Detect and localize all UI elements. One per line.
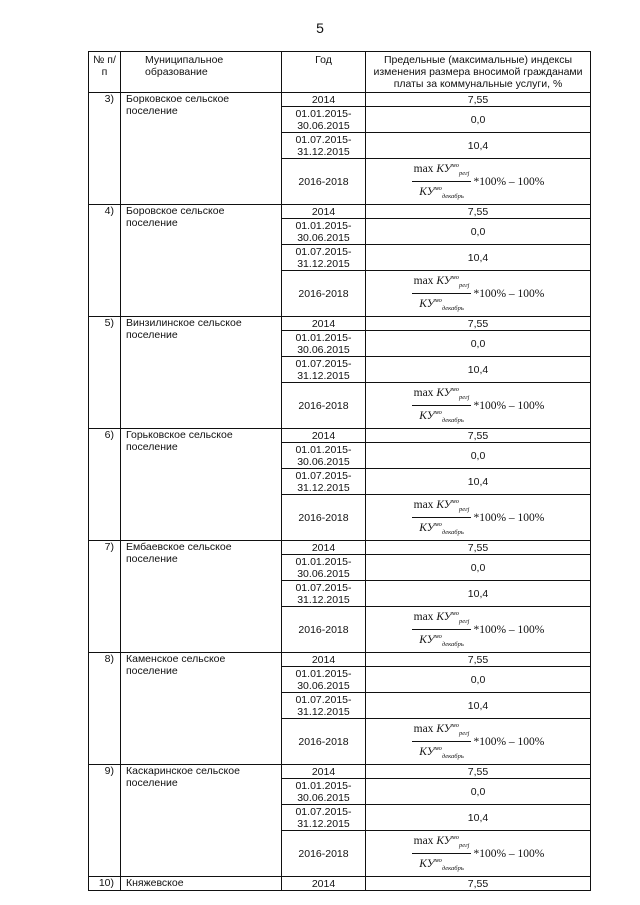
formula-sup: мо xyxy=(451,722,459,729)
formula-sup: мо xyxy=(434,521,442,528)
formula-sup: мо xyxy=(451,834,459,841)
formula-sub-bottom: декабрь xyxy=(441,417,464,424)
index-formula xyxy=(412,159,545,204)
table-body xyxy=(89,93,591,891)
formula-denominator xyxy=(417,630,466,652)
index-formula xyxy=(412,719,545,764)
index-value: 7,55 xyxy=(366,317,591,331)
index-value xyxy=(366,607,591,653)
formula-ku: КУ xyxy=(436,723,452,735)
formula-tail: *100% – 100% xyxy=(473,175,545,188)
period-year: 01.07.2015-31.12.2015 xyxy=(282,469,366,495)
table-row xyxy=(89,317,591,331)
table-header-row xyxy=(89,52,591,93)
formula-sub-bottom: декабрь xyxy=(441,753,464,760)
index-value: 10,4 xyxy=(366,469,591,495)
period-year: 01.07.2015-31.12.2015 xyxy=(282,133,366,159)
formula-denominator xyxy=(417,294,466,316)
formula-denominator xyxy=(417,182,466,204)
index-value xyxy=(366,271,591,317)
period-year: 01.01.2015-30.06.2015 xyxy=(282,331,366,357)
formula-denominator xyxy=(417,742,466,764)
period-year: 2014 xyxy=(282,541,366,555)
municipality-name: Княжевское xyxy=(121,877,282,891)
period-year: 01.07.2015-31.12.2015 xyxy=(282,245,366,271)
index-value: 0,0 xyxy=(366,219,591,245)
formula-tail: *100% – 100% xyxy=(473,511,545,524)
period-year: 01.07.2015-31.12.2015 xyxy=(282,357,366,383)
formula-sup: мо xyxy=(451,162,459,169)
formula-ku: КУ xyxy=(419,410,435,422)
period-year: 2014 xyxy=(282,93,366,107)
index-formula xyxy=(412,383,545,428)
index-value: 7,55 xyxy=(366,205,591,219)
period-year: 01.01.2015-30.06.2015 xyxy=(282,667,366,693)
formula-sub-top: pегj xyxy=(458,506,470,513)
formula-tail: *100% – 100% xyxy=(473,847,545,860)
formula-ku: КУ xyxy=(436,387,452,399)
formula-ku: КУ xyxy=(436,163,452,175)
formula-ku: КУ xyxy=(436,275,452,287)
municipality-name: Ембаевское сельское поселение xyxy=(121,541,282,653)
period-year: 2016-2018 xyxy=(282,607,366,653)
index-value: 0,0 xyxy=(366,667,591,693)
formula-max: max xyxy=(413,387,434,399)
formula-numerator xyxy=(412,383,472,406)
formula-sub-bottom: декабрь xyxy=(441,865,464,872)
formula-max: max xyxy=(413,611,434,623)
index-value: 0,0 xyxy=(366,443,591,469)
formula-fraction xyxy=(412,607,472,652)
index-table xyxy=(88,51,591,891)
formula-sup: мо xyxy=(434,633,442,640)
formula-numerator xyxy=(412,831,472,854)
index-value: 0,0 xyxy=(366,779,591,805)
formula-max: max xyxy=(413,723,434,735)
index-value: 10,4 xyxy=(366,581,591,607)
table-row xyxy=(89,429,591,443)
period-year: 01.01.2015-30.06.2015 xyxy=(282,555,366,581)
row-number: 7) xyxy=(89,541,121,653)
formula-ku: КУ xyxy=(419,298,435,310)
index-formula xyxy=(412,831,545,876)
period-year: 2014 xyxy=(282,317,366,331)
formula-ku: КУ xyxy=(419,522,435,534)
header-num: № п/п xyxy=(89,52,121,93)
period-year: 2016-2018 xyxy=(282,159,366,205)
table-row xyxy=(89,93,591,107)
formula-sub-top: pегj xyxy=(458,394,470,401)
formula-sub-top: pегj xyxy=(458,730,470,737)
formula-denominator xyxy=(417,854,466,876)
formula-numerator xyxy=(412,159,472,182)
index-value xyxy=(366,719,591,765)
formula-sup: мо xyxy=(451,274,459,281)
index-value: 7,55 xyxy=(366,541,591,555)
index-value: 7,55 xyxy=(366,429,591,443)
formula-denominator xyxy=(417,518,466,540)
formula-sup: мо xyxy=(434,857,442,864)
index-value: 10,4 xyxy=(366,357,591,383)
formula-denominator xyxy=(417,406,466,428)
index-value: 0,0 xyxy=(366,555,591,581)
period-year: 2014 xyxy=(282,653,366,667)
table-row xyxy=(89,541,591,555)
formula-tail: *100% – 100% xyxy=(473,623,545,636)
index-value: 10,4 xyxy=(366,693,591,719)
formula-sup: мо xyxy=(451,610,459,617)
header-index: Предельные (максимальные) индексы изменения размера вносимой гражданами платы за коммунальные услуги, % xyxy=(366,52,591,93)
period-year: 01.07.2015-31.12.2015 xyxy=(282,805,366,831)
index-value xyxy=(366,159,591,205)
table-row xyxy=(89,653,591,667)
formula-sup: мо xyxy=(434,409,442,416)
period-year: 2014 xyxy=(282,205,366,219)
index-value: 7,55 xyxy=(366,93,591,107)
formula-fraction xyxy=(412,383,472,428)
index-formula xyxy=(412,271,545,316)
formula-sub-top: pегj xyxy=(458,282,470,289)
row-number: 5) xyxy=(89,317,121,429)
formula-ku: КУ xyxy=(419,746,435,758)
period-year: 2016-2018 xyxy=(282,719,366,765)
index-value xyxy=(366,831,591,877)
header-municipality: Муниципальное образование xyxy=(121,52,282,93)
index-value: 0,0 xyxy=(366,331,591,357)
period-year: 01.07.2015-31.12.2015 xyxy=(282,693,366,719)
formula-ku: КУ xyxy=(436,611,452,623)
period-year: 2016-2018 xyxy=(282,271,366,317)
municipality-name: Борковское сельское поселение xyxy=(121,93,282,205)
period-year: 2016-2018 xyxy=(282,383,366,429)
index-value: 0,0 xyxy=(366,107,591,133)
formula-fraction xyxy=(412,831,472,876)
formula-numerator xyxy=(412,271,472,294)
formula-tail: *100% – 100% xyxy=(473,287,545,300)
period-year: 01.01.2015-30.06.2015 xyxy=(282,107,366,133)
formula-sup: мо xyxy=(434,185,442,192)
period-year: 01.01.2015-30.06.2015 xyxy=(282,443,366,469)
formula-sub-top: pегj xyxy=(458,842,470,849)
index-value: 7,55 xyxy=(366,653,591,667)
index-value: 10,4 xyxy=(366,805,591,831)
formula-ku: КУ xyxy=(419,634,435,646)
formula-fraction xyxy=(412,719,472,764)
row-number: 8) xyxy=(89,653,121,765)
formula-sub-top: pегj xyxy=(458,618,470,625)
municipality-name: Горьковское сельское поселение xyxy=(121,429,282,541)
table-row xyxy=(89,205,591,219)
index-value: 10,4 xyxy=(366,133,591,159)
index-value: 10,4 xyxy=(366,245,591,271)
period-year: 2014 xyxy=(282,877,366,891)
municipality-name: Боровское сельское поселение xyxy=(121,205,282,317)
formula-ku: КУ xyxy=(436,499,452,511)
row-number: 4) xyxy=(89,205,121,317)
header-year: Год xyxy=(282,52,366,93)
formula-max: max xyxy=(413,275,434,287)
index-formula xyxy=(412,607,545,652)
formula-fraction xyxy=(412,159,472,204)
period-year: 01.01.2015-30.06.2015 xyxy=(282,219,366,245)
row-number: 10) xyxy=(89,877,121,891)
table-row xyxy=(89,765,591,779)
page-number: 5 xyxy=(316,20,324,36)
period-year: 2016-2018 xyxy=(282,831,366,877)
formula-tail: *100% – 100% xyxy=(473,399,545,412)
row-number: 6) xyxy=(89,429,121,541)
formula-fraction xyxy=(412,271,472,316)
municipality-name: Винзилинское сельское поселение xyxy=(121,317,282,429)
table-row xyxy=(89,877,591,891)
index-value xyxy=(366,383,591,429)
formula-numerator xyxy=(412,719,472,742)
period-year: 01.07.2015-31.12.2015 xyxy=(282,581,366,607)
period-year: 2016-2018 xyxy=(282,495,366,541)
formula-sup: мо xyxy=(451,386,459,393)
formula-sub-bottom: декабрь xyxy=(441,641,464,648)
formula-tail: *100% – 100% xyxy=(473,735,545,748)
index-value: 7,55 xyxy=(366,765,591,779)
row-number: 9) xyxy=(89,765,121,877)
period-year: 2014 xyxy=(282,765,366,779)
period-year: 01.01.2015-30.06.2015 xyxy=(282,779,366,805)
formula-max: max xyxy=(413,163,434,175)
index-value: 7,55 xyxy=(366,877,591,891)
formula-ku: КУ xyxy=(436,835,452,847)
formula-sup: мо xyxy=(434,297,442,304)
formula-sub-bottom: декабрь xyxy=(441,193,464,200)
row-number: 3) xyxy=(89,93,121,205)
formula-max: max xyxy=(413,835,434,847)
formula-max: max xyxy=(413,499,434,511)
formula-numerator xyxy=(412,607,472,630)
formula-sup: мо xyxy=(434,745,442,752)
formula-numerator xyxy=(412,495,472,518)
municipality-name: Каскаринское сельское поселение xyxy=(121,765,282,877)
period-year: 2014 xyxy=(282,429,366,443)
index-formula xyxy=(412,495,545,540)
formula-sub-bottom: декабрь xyxy=(441,529,464,536)
formula-ku: КУ xyxy=(419,858,435,870)
index-value xyxy=(366,495,591,541)
formula-fraction xyxy=(412,495,472,540)
formula-sub-bottom: декабрь xyxy=(441,305,464,312)
municipality-name: Каменское сельское поселение xyxy=(121,653,282,765)
formula-ku: КУ xyxy=(419,186,435,198)
formula-sup: мо xyxy=(451,498,459,505)
formula-sub-top: pегj xyxy=(458,170,470,177)
